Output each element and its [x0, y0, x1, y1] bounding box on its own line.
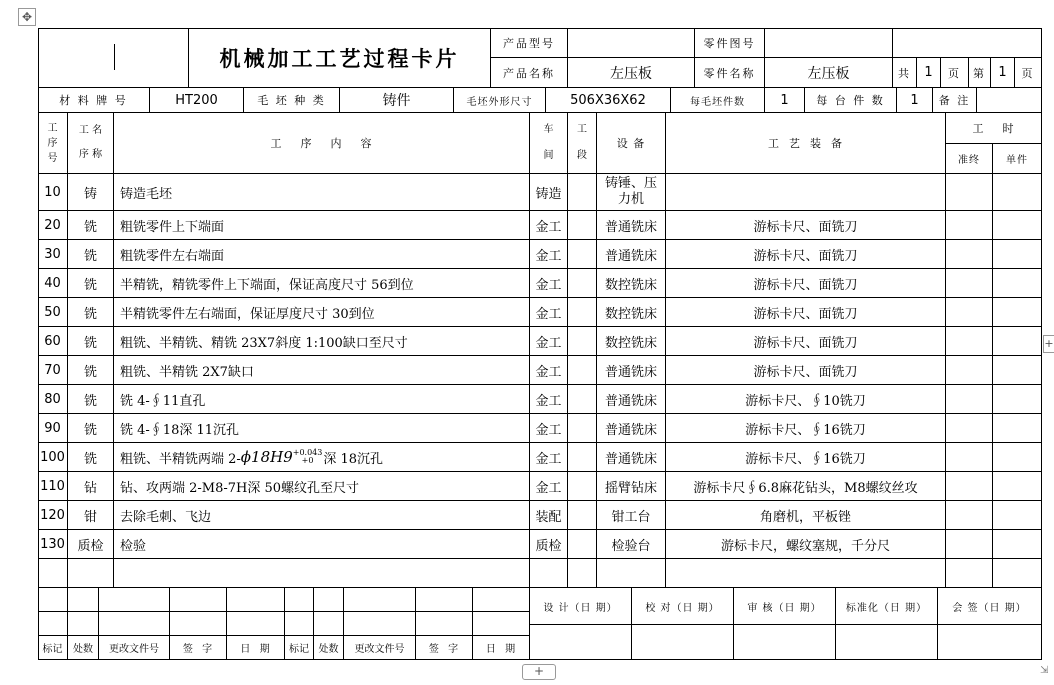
op-tooling[interactable] [666, 174, 946, 211]
col-header-seq-1: 工 [47, 122, 58, 134]
rev-sign-label-2: 签 字 [416, 636, 473, 660]
op-content[interactable]: 铣 4-∮18深 11沉孔 [114, 414, 530, 443]
op-equipment[interactable]: 铸锤、压力机 [597, 174, 666, 211]
col-header-name-1: 工 名 [78, 125, 103, 136]
rev-blank[interactable] [344, 588, 416, 612]
op-workshop[interactable]: 金工 [530, 356, 568, 385]
tolerance-lower: +0 [301, 456, 314, 465]
rev-blank[interactable] [314, 612, 344, 636]
op-content[interactable]: 粗铣零件上下端面 [114, 211, 530, 240]
op-section[interactable] [568, 472, 597, 501]
op-prep-time[interactable] [946, 443, 993, 472]
op-content-suffix: 深 18沉孔 [323, 451, 384, 467]
part-name-label: 零件名称 [695, 58, 765, 88]
op-workshop[interactable]: 金工 [530, 211, 568, 240]
op-prep-time[interactable] [946, 472, 993, 501]
op-seq[interactable]: 120 [38, 501, 68, 530]
op-unit-time[interactable] [993, 559, 1042, 588]
material-value[interactable]: HT200 [150, 88, 244, 113]
rev-blank[interactable] [38, 612, 68, 636]
op-name[interactable]: 铣 [68, 443, 114, 472]
rev-blank[interactable] [68, 612, 99, 636]
op-name[interactable]: 铣 [68, 414, 114, 443]
rev-date-label: 日 期 [227, 636, 285, 660]
add-row-button[interactable]: + [522, 664, 556, 680]
resize-handle-icon[interactable]: ⇲ [1040, 665, 1049, 676]
op-section[interactable] [568, 530, 597, 559]
op-tooling[interactable]: 游标卡尺、∮16铣刀 [666, 414, 946, 443]
total-pages-label: 共 [893, 58, 917, 88]
op-equipment[interactable]: 普通铣床 [597, 414, 666, 443]
op-prep-time[interactable] [946, 559, 993, 588]
op-unit-time[interactable] [993, 240, 1042, 269]
op-prep-time[interactable] [946, 240, 993, 269]
signoff-standard-label: 标准化（日 期） [836, 588, 938, 625]
page-no-label: 第 [969, 58, 991, 88]
op-unit-time[interactable] [993, 414, 1042, 443]
op-section[interactable] [568, 414, 597, 443]
op-section[interactable] [568, 174, 597, 211]
op-prep-time[interactable] [946, 356, 993, 385]
op-content[interactable]: 粗铣零件左右端面 [114, 240, 530, 269]
op-tooling[interactable]: 游标卡尺、面铣刀 [666, 240, 946, 269]
op-equipment[interactable]: 摇臂钻床 [597, 472, 666, 501]
op-name[interactable]: 钳 [68, 501, 114, 530]
op-name[interactable]: 铸 [68, 174, 114, 211]
blank-type-label: 毛 坯 种 类 [244, 88, 340, 113]
blank-size-value[interactable]: 506X36X62 [546, 88, 671, 113]
op-workshop[interactable]: 金工 [530, 327, 568, 356]
op-tooling[interactable]: 游标卡尺、面铣刀 [666, 356, 946, 385]
blank-size-label: 毛坯外形尺寸 [454, 88, 546, 113]
op-section[interactable] [568, 501, 597, 530]
op-tooling[interactable]: 游标卡尺，螺纹塞规，千分尺 [666, 530, 946, 559]
op-workshop[interactable]: 装配 [530, 501, 568, 530]
per-blank-label: 每毛坯件数 [671, 88, 765, 113]
signoff-review-value[interactable] [734, 625, 836, 660]
op-content[interactable]: 粗铣、半精铣 2X7缺口 [114, 356, 530, 385]
signoff-design-label: 设 计（日 期） [530, 588, 632, 625]
op-seq[interactable]: 30 [38, 240, 68, 269]
rev-blank[interactable] [99, 612, 170, 636]
op-unit-time[interactable] [993, 501, 1042, 530]
op-seq[interactable] [38, 559, 68, 588]
op-section[interactable] [568, 211, 597, 240]
product-model-label: 产品型号 [491, 28, 568, 58]
rev-blank[interactable] [314, 588, 344, 612]
rev-blank[interactable] [416, 612, 473, 636]
op-section[interactable] [568, 385, 597, 414]
col-header-content: 工 序 内 容 [114, 113, 530, 174]
op-workshop[interactable]: 金工 [530, 240, 568, 269]
op-content[interactable] [114, 443, 530, 472]
op-equipment[interactable]: 普通铣床 [597, 385, 666, 414]
op-workshop[interactable]: 铸造 [530, 174, 568, 211]
op-equipment[interactable]: 数控铣床 [597, 298, 666, 327]
op-tooling[interactable]: 角磨机，平板锉 [666, 501, 946, 530]
product-model-value[interactable] [568, 28, 695, 58]
material-label: 材 料 牌 号 [38, 88, 150, 113]
page-no-value[interactable]: 1 [991, 58, 1015, 88]
op-content-prefix: 粗铣、半精铣两端 2- [120, 451, 241, 467]
op-seq[interactable]: 20 [38, 211, 68, 240]
rev-blank[interactable] [170, 612, 227, 636]
op-section[interactable] [568, 443, 597, 472]
tolerance-upper: +0.043 [292, 448, 323, 457]
signoff-countersign-value[interactable] [938, 625, 1042, 660]
op-name[interactable]: 钻 [68, 472, 114, 501]
rev-blank[interactable] [227, 588, 285, 612]
page-title: 机械加工工艺过程卡片 [189, 28, 491, 88]
op-content[interactable]: 半精铣，精铣零件上下端面，保证高度尺寸 56到位 [114, 269, 530, 298]
op-equipment[interactable]: 普通铣床 [597, 211, 666, 240]
rev-mark-label: 标记 [38, 636, 68, 660]
op-unit-time[interactable] [993, 327, 1042, 356]
op-equipment[interactable]: 数控铣床 [597, 269, 666, 298]
op-prep-time[interactable] [946, 414, 993, 443]
op-unit-time[interactable] [993, 211, 1042, 240]
rev-blank[interactable] [344, 612, 416, 636]
op-unit-time[interactable] [993, 472, 1042, 501]
op-prep-time[interactable] [946, 501, 993, 530]
op-tooling[interactable] [666, 559, 946, 588]
op-unit-time[interactable] [993, 385, 1042, 414]
part-name-value[interactable]: 左压板 [765, 58, 893, 88]
rev-blank[interactable] [38, 588, 68, 612]
op-equipment[interactable]: 数控铣床 [597, 327, 666, 356]
op-prep-time[interactable] [946, 298, 993, 327]
remark-label: 备 注 [933, 88, 977, 113]
op-equipment[interactable] [597, 559, 666, 588]
rev-blank[interactable] [473, 588, 530, 612]
part-drawing-value[interactable] [765, 28, 893, 58]
op-content[interactable]: 钻、攻两端 2-M8-7H深 50螺纹孔至尺寸 [114, 472, 530, 501]
op-unit-time[interactable] [993, 443, 1042, 472]
op-seq[interactable]: 40 [38, 269, 68, 298]
op-name[interactable]: 铣 [68, 298, 114, 327]
op-seq[interactable]: 70 [38, 356, 68, 385]
op-name[interactable]: 铣 [68, 385, 114, 414]
col-header-seq [38, 113, 68, 174]
rev-count-label-2: 处数 [314, 636, 344, 660]
op-seq[interactable]: 100 [38, 443, 68, 472]
op-content[interactable]: 铣 4-∮11直孔 [114, 385, 530, 414]
op-workshop[interactable]: 质检 [530, 530, 568, 559]
op-workshop[interactable]: 金工 [530, 472, 568, 501]
rev-blank[interactable] [68, 588, 99, 612]
col-header-workshop-1: 车 [543, 124, 554, 135]
col-header-unit-time: 单件 [993, 144, 1042, 174]
col-header-workshop [530, 113, 568, 174]
op-prep-time[interactable] [946, 530, 993, 559]
op-content[interactable]: 粗铣、半精铣、精铣 23X7斜度 1:100缺口至尺寸 [114, 327, 530, 356]
op-section[interactable] [568, 327, 597, 356]
text-cursor [114, 44, 115, 70]
op-prep-time[interactable] [946, 211, 993, 240]
op-seq[interactable]: 60 [38, 327, 68, 356]
op-seq[interactable]: 80 [38, 385, 68, 414]
op-name[interactable]: 铣 [68, 327, 114, 356]
op-unit-time[interactable] [993, 269, 1042, 298]
op-seq[interactable]: 130 [38, 530, 68, 559]
op-equipment[interactable]: 普通铣床 [597, 240, 666, 269]
rev-blank[interactable] [285, 612, 314, 636]
op-prep-time[interactable] [946, 385, 993, 414]
rev-blank[interactable] [285, 588, 314, 612]
col-header-section-2: 段 [577, 150, 587, 161]
op-prep-time[interactable] [946, 174, 993, 211]
op-tooling[interactable]: 游标卡尺、∮10铣刀 [666, 385, 946, 414]
remark-value[interactable] [977, 88, 1042, 113]
op-equipment[interactable]: 检验台 [597, 530, 666, 559]
signoff-check-value[interactable] [632, 625, 734, 660]
op-tooling[interactable]: 游标卡尺、面铣刀 [666, 298, 946, 327]
blank-type-value[interactable]: 铸件 [340, 88, 454, 113]
col-header-time: 工 时 [946, 113, 1042, 144]
op-tooling[interactable]: 游标卡尺、面铣刀 [666, 211, 946, 240]
rev-date-label-2: 日 期 [473, 636, 530, 660]
col-header-name [68, 113, 114, 174]
rev-blank[interactable] [473, 612, 530, 636]
op-tooling[interactable]: 游标卡尺、面铣刀 [666, 327, 946, 356]
op-content[interactable] [114, 559, 530, 588]
op-workshop[interactable]: 金工 [530, 298, 568, 327]
op-prep-time[interactable] [946, 269, 993, 298]
process-card-sheet [38, 28, 1042, 660]
header-blank-cell[interactable] [893, 28, 1042, 58]
op-equipment[interactable]: 普通铣床 [597, 356, 666, 385]
op-tooling[interactable]: 游标卡尺、∮16铣刀 [666, 443, 946, 472]
col-header-seq-2: 序 [47, 137, 58, 149]
part-drawing-label: 零件图号 [695, 28, 765, 58]
op-seq[interactable]: 10 [38, 174, 68, 211]
op-seq[interactable]: 50 [38, 298, 68, 327]
op-section[interactable] [568, 298, 597, 327]
op-content[interactable]: 去除毛刺、飞边 [114, 501, 530, 530]
add-column-button[interactable]: + [1043, 335, 1054, 353]
op-section[interactable] [568, 269, 597, 298]
op-unit-time[interactable] [993, 298, 1042, 327]
page-unit-label-2: 页 [1015, 58, 1042, 88]
op-workshop[interactable] [530, 559, 568, 588]
col-header-equipment: 设 备 [597, 113, 666, 174]
op-section[interactable] [568, 240, 597, 269]
op-workshop[interactable]: 金工 [530, 443, 568, 472]
op-tooling[interactable]: 游标卡尺、面铣刀 [666, 269, 946, 298]
op-equipment[interactable]: 钳工台 [597, 501, 666, 530]
tolerance-values [293, 449, 323, 465]
col-header-workshop-2: 间 [543, 150, 554, 161]
product-name-value[interactable]: 左压板 [568, 58, 695, 88]
rev-doc-label-2: 更改文件号 [344, 636, 416, 660]
op-name[interactable] [68, 559, 114, 588]
signoff-design-value[interactable] [530, 625, 632, 660]
op-unit-time[interactable] [993, 356, 1042, 385]
op-section[interactable] [568, 356, 597, 385]
total-pages-value[interactable]: 1 [917, 58, 941, 88]
tolerance-symbol: ϕ18H9 [240, 448, 293, 466]
op-section[interactable] [568, 559, 597, 588]
per-unit-label: 每 台 件 数 [805, 88, 897, 113]
op-name[interactable]: 质检 [68, 530, 114, 559]
signoff-countersign-label: 会 签（日 期） [938, 588, 1042, 625]
op-unit-time[interactable] [993, 530, 1042, 559]
col-header-tooling: 工 艺 装 备 [666, 113, 946, 174]
product-name-label: 产品名称 [491, 58, 568, 88]
rev-doc-label: 更改文件号 [99, 636, 170, 660]
rev-blank[interactable] [170, 588, 227, 612]
op-equipment[interactable]: 普通铣床 [597, 443, 666, 472]
signoff-check-label: 校 对（日 期） [632, 588, 734, 625]
rev-blank[interactable] [416, 588, 473, 612]
per-blank-value[interactable]: 1 [765, 88, 805, 113]
op-unit-time[interactable] [993, 174, 1042, 211]
op-seq[interactable]: 110 [38, 472, 68, 501]
rev-blank[interactable] [99, 588, 170, 612]
op-name[interactable]: 铣 [68, 269, 114, 298]
rev-count-label: 处数 [68, 636, 99, 660]
op-tooling[interactable]: 游标卡尺∮6.8麻花钻头，M8螺纹丝攻 [666, 472, 946, 501]
op-content[interactable]: 检验 [114, 530, 530, 559]
op-workshop[interactable]: 金工 [530, 414, 568, 443]
page-unit-label: 页 [941, 58, 969, 88]
col-header-section-1: 工 [577, 124, 587, 135]
col-header-section [568, 113, 597, 174]
op-prep-time[interactable] [946, 327, 993, 356]
op-name[interactable]: 铣 [68, 240, 114, 269]
op-name[interactable]: 铣 [68, 356, 114, 385]
op-content[interactable]: 铸造毛坯 [114, 174, 530, 211]
col-header-seq-3: 号 [47, 152, 58, 164]
op-content[interactable]: 半精铣零件左右端面，保证厚度尺寸 30到位 [114, 298, 530, 327]
rev-sign-label: 签 字 [170, 636, 227, 660]
rev-mark-label-2: 标记 [285, 636, 314, 660]
col-header-prep-time: 准终 [946, 144, 993, 174]
signoff-standard-value[interactable] [836, 625, 938, 660]
op-seq[interactable]: 90 [38, 414, 68, 443]
signoff-review-label: 审 核（日 期） [734, 588, 836, 625]
per-unit-value[interactable]: 1 [897, 88, 933, 113]
op-workshop[interactable]: 金工 [530, 269, 568, 298]
op-workshop[interactable]: 金工 [530, 385, 568, 414]
op-name[interactable]: 铣 [68, 211, 114, 240]
rev-blank[interactable] [227, 612, 285, 636]
col-header-name-2: 序 称 [78, 149, 103, 160]
table-move-handle[interactable]: ✥ [18, 8, 36, 26]
